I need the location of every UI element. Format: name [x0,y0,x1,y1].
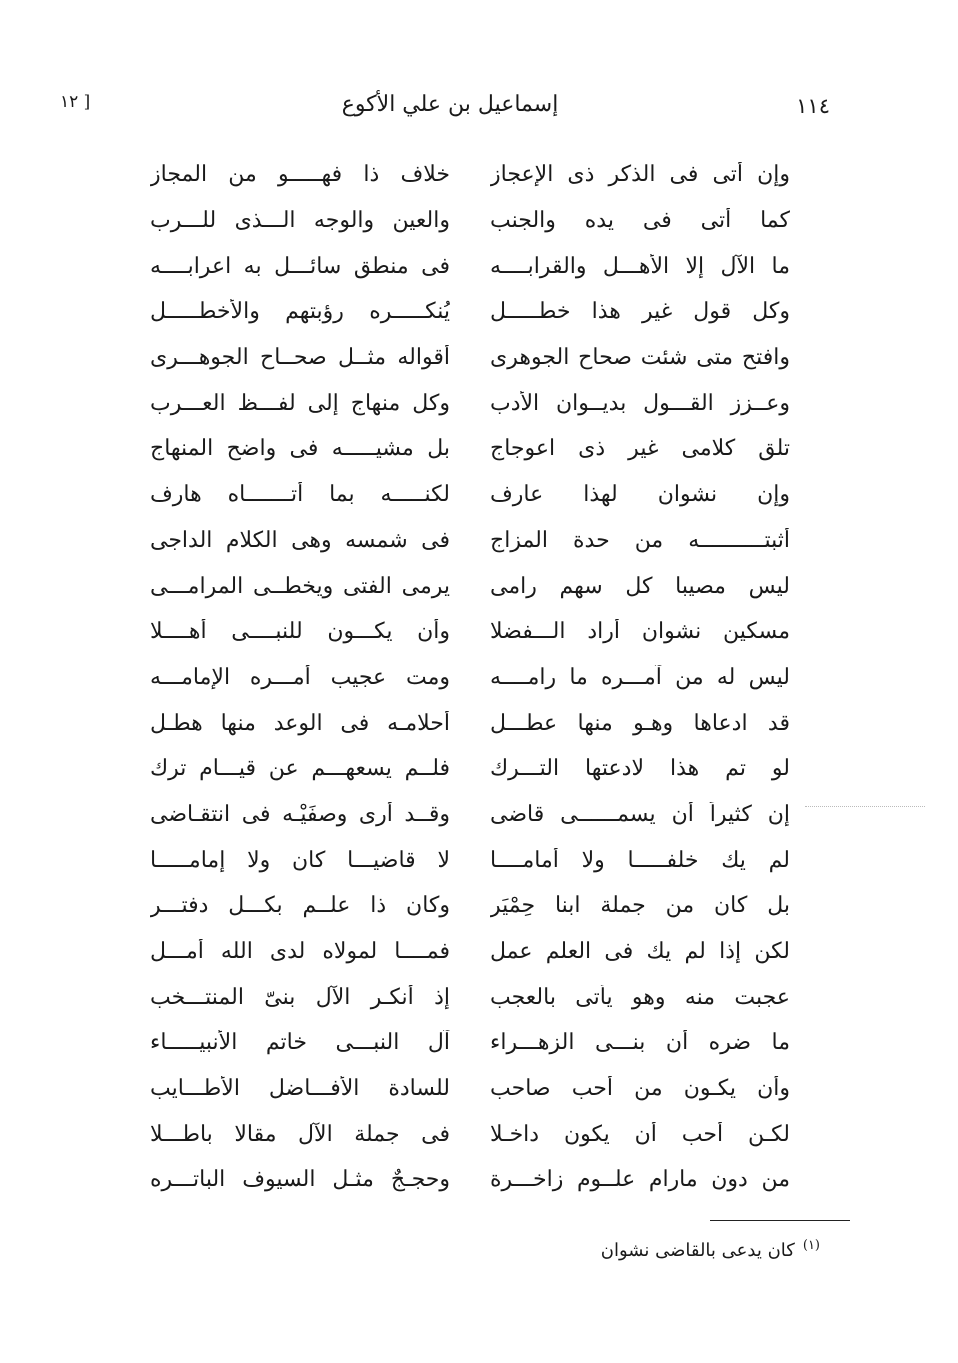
hemistich-right: لكـن أحب أن يكون داخـلا [490,1121,790,1147]
hemistich-right: أثبتــــــــــه من حدة المزاج [490,527,790,553]
section-mark: [ ١٢ [60,92,91,112]
page-number: ١١٤ [796,94,830,118]
hemistich-right: مسكين نشوان أراد الـــفضلا [490,619,790,645]
verse-line [130,518,790,564]
hemistich-right: ما الآل إلا الأهـــل والقرابــــه [490,253,790,279]
poem-body [130,152,790,1203]
hemistich-left: لكنـــــه بما أتـــــــاه هارف [150,482,450,508]
footnote-rule [710,1220,850,1221]
verse-line [130,1157,790,1203]
verse-line [130,198,790,244]
hemistich-left: فمــــا لمولاه لدى الله أمـــل [150,939,450,965]
verse-line [130,837,790,883]
hemistich-left: فى شمسه وهى الكلام الداجى [150,527,450,553]
verse-line [130,380,790,426]
hemistich-left: والعين والوجه الـــذى للـــرب [150,208,450,234]
hemistich-left: فلــم يسعهـــم عن قيـــام ترك [150,756,450,782]
verse-line [130,974,790,1020]
hemistich-left: يُنكـــــره رؤبتهم والأخطـــــل [150,299,450,325]
hemistich-right: تلق كلامى غير ذى اعوجاج [490,436,790,462]
verse-line [130,792,790,838]
hemistich-left: أحلامـه فى الوعد منها هطـل [150,710,450,736]
verse-line [130,609,790,655]
hemistich-right: لم يك خلفـــــا ولا أمامــــا [490,847,790,873]
verse-line [130,655,790,701]
hemistich-right: وافتح متى شئت صحاح الجوهرى [490,345,790,371]
hemistich-left: أقواله مثــل صحــاح الجوهـــرى [150,345,450,371]
verse-line [130,1066,790,1112]
page-header [60,88,840,128]
verse-line [130,563,790,609]
hemistich-right: قد ادعاها وهـو منها عطـــل [490,710,790,736]
hemistich-right: وأن يكـون من أحب صاحب [490,1076,790,1102]
verse-line [130,472,790,518]
hemistich-right: كما أتى فى يده والجنب [490,208,790,234]
hemistich-left: لا قاضيـــا كان ولا إمامـــــا [150,847,450,873]
verse-line [130,289,790,335]
hemistich-right: ليس مصيبا كل سهم رامى [490,573,790,599]
hemistich-right: ما ضره أن بنـــى الزهـــراء [490,1030,790,1056]
margin-dots [805,806,925,807]
hemistich-right: وإن أتى فى الذكر ذى الإعجاز [490,162,790,188]
footnote-mark: (١) [802,1238,820,1253]
hemistich-left: إذ أنكـر الآل بنىّ المنتـــخب [150,984,450,1010]
verse-line [130,335,790,381]
hemistich-right: إن كثيراً أن يسمــــــى قاضى [490,801,790,827]
hemistich-left: خلاف ذا فهـــــو من المجاز [150,162,450,188]
footnote [601,1238,820,1261]
hemistich-left: بل مشيـــــه فى واضح المنهاج [150,436,450,462]
hemistich-left: للسادة الأفـــاضل الأطـــايب [150,1076,450,1102]
verse-line [130,883,790,929]
verse-line [130,700,790,746]
hemistich-left: ومت عجيب أمـــره الإمامـــه [150,664,450,690]
hemistich-left: وأن يكـــون للنبــــى أهــــلا [150,619,450,645]
hemistich-right: وإن نشوان لهذا عارف [490,482,790,508]
verse-line [130,1020,790,1066]
footnote-text: كان يدعى بالقاضى نشوان [600,1240,795,1261]
hemistich-right: من دون مارام علــوم زاخـــرة [490,1167,790,1193]
hemistich-right: بل كان من جملة ابنا حِمْيَر [490,893,790,919]
running-title: إسماعيل بن علي الأكوع [341,92,559,117]
verse-line [130,746,790,792]
verse-line [130,929,790,975]
hemistich-right: ليس له من آمـــره ما رامــــه [490,664,790,690]
hemistich-right: لكن إذا لم يك فى العلم عمل [490,939,790,965]
hemistich-right: وعــزز القـــول بديــوان الأدب [490,390,790,416]
verse-line [130,243,790,289]
hemistich-left: وقــد أرى وصفَيْـه فى انتقـاضى [150,801,450,827]
verse-line [130,426,790,472]
hemistich-left: وكان ذا علــم بكـــل دفتـــر [150,893,450,919]
hemistich-left: فى منطق سائـــل به اعرابــــه [150,253,450,279]
hemistich-right: وكل قول غير هذا خطـــــل [490,299,790,325]
hemistich-left: آل النبـــى خاتم الأنبيـــــاء [150,1030,450,1056]
hemistich-left: فى جملة الآل مقالا باطـــلا [150,1121,450,1147]
hemistich-right: لو تم هذا لادعتها التـــرك [490,756,790,782]
hemistich-left: وحجـجٌ مثـل السيوف الباتـــره [150,1167,450,1193]
hemistich-right: عجبت منه وهو يأتى بالعجب [490,984,790,1010]
verse-line [130,1111,790,1157]
verse-line [130,152,790,198]
hemistich-left: يرمى الفتى ويخطــى المرامـــى [150,573,450,599]
hemistich-left: وكل منهاج إلى لفـــظ العـــرب [150,390,450,416]
